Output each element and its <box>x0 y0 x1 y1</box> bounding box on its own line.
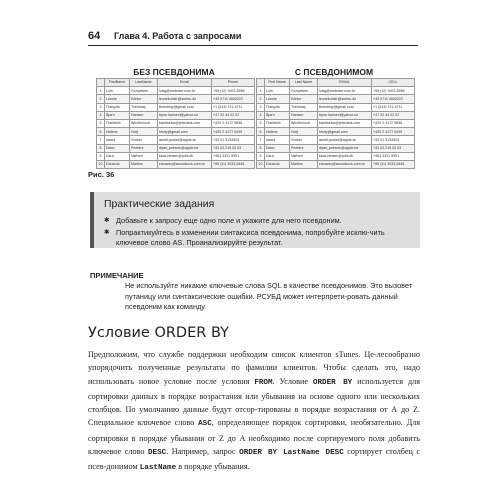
table-cell: +1 (514) 721-4711 <box>212 103 255 111</box>
table-cell: +420 2 4177 0449 <box>372 128 415 136</box>
table-cell: Leonie <box>265 95 290 103</box>
keyword-query: ORDER BY LastName DESC <box>239 449 344 458</box>
table-row <box>257 144 415 152</box>
table-cell: Peeters <box>290 144 318 152</box>
table-cell: +49 0711 2842222 <box>372 95 415 103</box>
table-cell: 2 <box>97 95 105 103</box>
table-cell: Helena <box>265 128 290 136</box>
practice-title: Практические задания <box>104 198 215 210</box>
table-cell: Gonçalves <box>130 87 158 95</box>
table-cell: František <box>105 119 130 127</box>
table-row <box>257 136 415 144</box>
table-cell: Köhler <box>290 95 318 103</box>
table-cell: Holý <box>130 128 158 136</box>
table-cell: 5 <box>257 119 265 127</box>
table-cell: +420 2 4172 5555 <box>212 119 255 127</box>
table-cell: +453 3331 9991 <box>212 152 255 160</box>
table-cell: kara.nielsen@jubii.dk <box>158 152 212 160</box>
table-cell: 1 <box>257 87 265 95</box>
keyword-lastname: LastName <box>139 464 177 473</box>
table-cell: Wichterlová <box>130 119 158 127</box>
table-cell: eduardo@woodstock.com.br <box>318 160 372 168</box>
practice-task: ✱ Попрактикуйтесь в изменении синтаксиса псевдонима, попробуйте исклю-чить ключевое слово AS. Проанализируйте результат. <box>104 228 385 247</box>
table-cell: astrid.gruber@apple.at <box>318 136 372 144</box>
table-cell: +55 (11) 3033-5446 <box>372 160 415 168</box>
table-cell: Kara <box>105 152 130 160</box>
table-cell: Gonçalves <box>290 87 318 95</box>
practice-task: ✱ Добавьте к запросу еще одно поле и укажите для него псевдоним. <box>104 216 342 225</box>
table-cell: +32 02 219 03 03 <box>372 144 415 152</box>
table-cell: +55 (11) 3033-5446 <box>212 160 255 168</box>
table-cell: 8 <box>97 144 105 152</box>
table-cell: leonekohler@surfeu.de <box>318 95 372 103</box>
column-header: First Name <box>265 79 290 87</box>
table-cell: frantisekw@jetbrains.com <box>158 119 212 127</box>
table-row <box>257 111 415 119</box>
table-cell: astrid.gruber@apple.at <box>158 136 212 144</box>
table-cell: ftremblay@gmail.com <box>318 103 372 111</box>
table-cell: Tremblay <box>290 103 318 111</box>
table-row <box>257 160 415 168</box>
table-row <box>257 119 415 127</box>
table-cell: Astrid <box>105 136 130 144</box>
table-cell: 2 <box>257 95 265 103</box>
table-cell: Astrid <box>265 136 290 144</box>
table-row <box>257 152 415 160</box>
table-row <box>257 128 415 136</box>
column-header: FirstName <box>105 79 130 87</box>
chapter-title: Глава 4. Работа с запросами <box>114 31 242 41</box>
table-cell: Nielsen <box>130 152 158 160</box>
figure-caption: Рис. 36 <box>88 170 115 179</box>
table-cell: 8 <box>257 144 265 152</box>
table-cell: +420 2 4177 0449 <box>212 128 255 136</box>
table-cell: bjorn.hansen@yahoo.no <box>158 111 212 119</box>
figure-left-title: БЕЗ ПСЕВДОНИМА <box>133 67 215 77</box>
header-rule <box>88 45 418 46</box>
table-cell: Gruber <box>290 136 318 144</box>
column-header <box>97 79 105 87</box>
table-cell: luisg@embraer.com.br <box>158 87 212 95</box>
table-cell: 4 <box>257 111 265 119</box>
table-cell: 4 <box>97 111 105 119</box>
table-cell: 9 <box>257 152 265 160</box>
table-cell: Martins <box>290 160 318 168</box>
table-row <box>257 103 415 111</box>
table-cell: 3 <box>257 103 265 111</box>
table-cell: 6 <box>257 128 265 136</box>
table-row <box>97 128 255 136</box>
table-row <box>97 160 255 168</box>
table-cell: Bjørn <box>105 111 130 119</box>
table-cell: daan_peeters@apple.be <box>158 144 212 152</box>
column-header: EMAIL <box>318 79 372 87</box>
table-cell: 3 <box>97 103 105 111</box>
table-cell: Hansen <box>290 111 318 119</box>
table-cell: 10 <box>257 160 265 168</box>
table-cell: hholy@gmail.com <box>158 128 212 136</box>
table-cell: François <box>105 103 130 111</box>
table-cell: Wichterlová <box>290 119 318 127</box>
table-cell: ftremblay@gmail.com <box>158 103 212 111</box>
table-row <box>97 136 255 144</box>
keyword-asc: ASC <box>198 420 212 429</box>
table-cell: +47 22 44 22 22 <box>212 111 255 119</box>
table-cell: +453 3331 9991 <box>372 152 415 160</box>
star-icon: ✱ <box>104 229 110 236</box>
practice-box <box>90 192 420 248</box>
section-title: Условие ORDER BY <box>88 325 229 341</box>
table-row <box>257 95 415 103</box>
table-cell: 7 <box>257 136 265 144</box>
table-cell: Nielsen <box>290 152 318 160</box>
table-cell: Helena <box>105 128 130 136</box>
table-row <box>97 144 255 152</box>
table-cell: hholy@gmail.com <box>318 128 372 136</box>
column-header: Last Name <box>290 79 318 87</box>
keyword-from: FROM <box>254 378 273 387</box>
table-cell: Eduardo <box>105 160 130 168</box>
table-without-alias <box>96 78 255 169</box>
table-row <box>97 87 255 95</box>
table-row <box>97 111 255 119</box>
table-cell: Martins <box>130 160 158 168</box>
table-cell: +43 01 5134505 <box>212 136 255 144</box>
table-cell: bjorn.hansen@yahoo.no <box>318 111 372 119</box>
table-cell: +55 (12) 3923-5555 <box>212 87 255 95</box>
table-cell: 6 <box>97 128 105 136</box>
table-cell: +43 01 5134505 <box>372 136 415 144</box>
table-cell: 9 <box>97 152 105 160</box>
table-cell: František <box>265 119 290 127</box>
table-row <box>97 119 255 127</box>
column-header: Phone <box>212 79 255 87</box>
table-cell: Eduardo <box>265 160 290 168</box>
table-cell: Bjørn <box>265 111 290 119</box>
table-cell: +1 (514) 721-4711 <box>372 103 415 111</box>
table-cell: Luís <box>105 87 130 95</box>
table-cell: kara.nielsen@jubii.dk <box>318 152 372 160</box>
table-cell: Daan <box>105 144 130 152</box>
table-cell: Köhler <box>130 95 158 103</box>
table-cell: François <box>265 103 290 111</box>
table-row <box>97 152 255 160</box>
star-icon: ✱ <box>104 217 110 224</box>
table-cell: +55 (12) 3923-5555 <box>372 87 415 95</box>
column-header: LastName <box>130 79 158 87</box>
table-cell: +47 22 44 22 22 <box>372 111 415 119</box>
table-cell: Gruber <box>130 136 158 144</box>
page-header <box>88 30 418 44</box>
note-text: Не используйте никакие ключевые слова SQL в качестве псевдонимов. Это вызовет путаницу или синтаксические ошибки. РСУБД может интерпрети-ровать данный псевдоним как команду. <box>125 281 413 311</box>
table-row <box>257 87 415 95</box>
table-cell: 10 <box>97 160 105 168</box>
table-cell: frantisekw@jetbrains.com <box>318 119 372 127</box>
table-cell: eduardo@woodstock.com.br <box>158 160 212 168</box>
column-header: Email <box>158 79 212 87</box>
table-cell: +420 2 4172 5555 <box>372 119 415 127</box>
table-cell: Peeters <box>130 144 158 152</box>
note-label: ПРИМЕЧАНИЕ <box>90 271 144 280</box>
table-cell: 1 <box>97 87 105 95</box>
table-cell: Daan <box>265 144 290 152</box>
table-row <box>97 95 255 103</box>
table-cell: Kara <box>265 152 290 160</box>
table-cell: +49 0711 2842222 <box>212 95 255 103</box>
body-paragraph: Предположим, что службе поддержки необходим список клиентов sTunes. Це-лесообразно упорядочить полученные результаты по фамилии клиентов. Чтобы сделать это, надо использовать новое условие после условия FROM. Условие ORDER BY используется для сортировки данных в порядке возрастания или убывания на основе одного или нескольких столбцов. По умолчанию данные будут отсор-тированы в порядке возрастания от А до Z. Специальное ключевое слово ASC, определяющее порядок сортировки, необязательно. Для сортировки в порядке убывания от Z до A необходимо после сортируемого поля добавить ключевое слово DESC. Например, запрос ORDER BY LastName DESC сортирует столбец с псев-донимом LastName в порядке убывания. <box>88 350 421 473</box>
table-cell: Tremblay <box>130 103 158 111</box>
page-number: 64 <box>88 30 101 42</box>
table-cell: Holý <box>290 128 318 136</box>
keyword-order-by: ORDER BY <box>312 378 353 387</box>
table-cell: 5 <box>97 119 105 127</box>
table-cell: +32 02 219 03 03 <box>212 144 255 152</box>
table-cell: Hansen <box>130 111 158 119</box>
table-with-alias <box>256 78 415 169</box>
table-cell: leonekohler@surfeu.de <box>158 95 212 103</box>
table-cell: Leonie <box>105 95 130 103</box>
table-cell: daan_peeters@apple.be <box>318 144 372 152</box>
figure-right-title: С ПСЕВДОНИМОМ <box>294 67 374 77</box>
column-header <box>257 79 265 87</box>
column-header: CELL <box>372 79 415 87</box>
table-cell: 7 <box>97 136 105 144</box>
table-row <box>97 103 255 111</box>
table-cell: luisg@embraer.com.br <box>318 87 372 95</box>
table-cell: Luís <box>265 87 290 95</box>
keyword-desc: DESC <box>147 449 167 458</box>
